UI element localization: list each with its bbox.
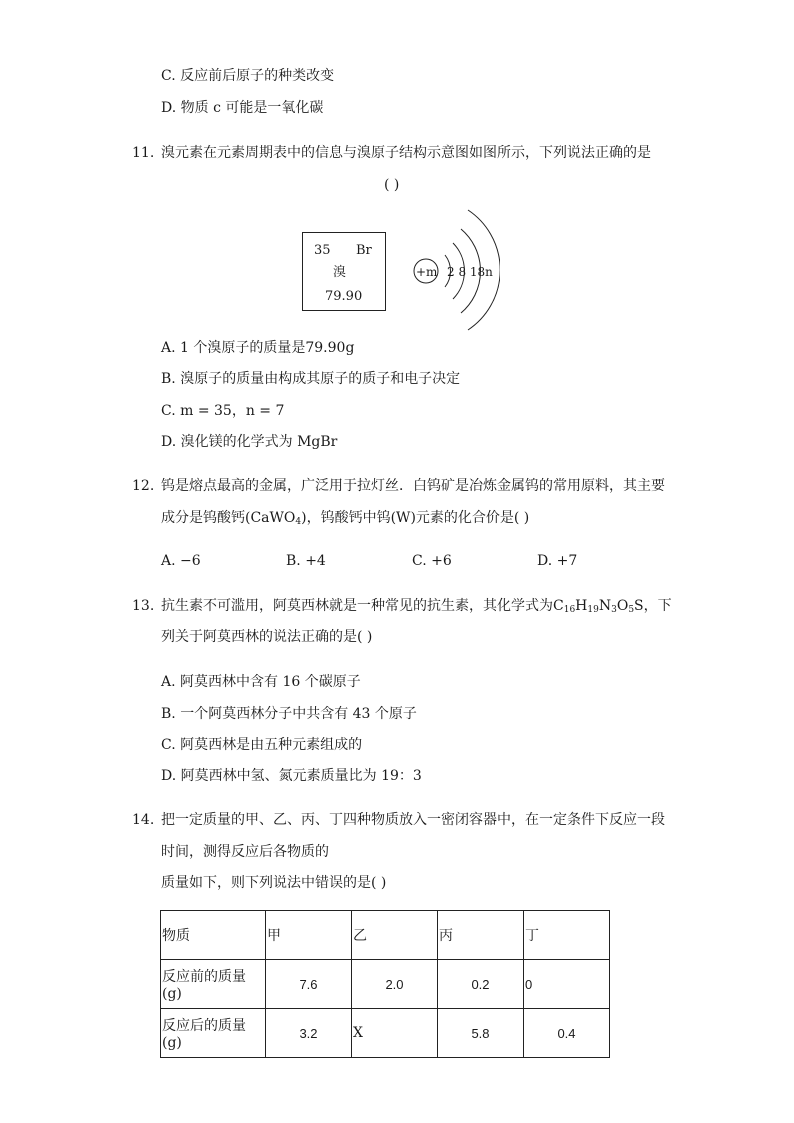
atomic-mass: 79.90 xyxy=(325,289,363,304)
formula-sub-c: 16 xyxy=(563,605,576,615)
q13-option-c: C. 阿莫西林是由五种元素组成的 xyxy=(161,737,363,753)
q13-option-a: A. 阿莫西林中含有 16 个碳原子 xyxy=(161,674,361,690)
q12-line2-start: 成分是钨酸钙(CaWO xyxy=(161,510,296,526)
q13-stem-line2: 列关于阿莫西林的说法正确的是( ) xyxy=(161,629,373,645)
atomic-number: 35 xyxy=(314,243,331,258)
periodic-table-cell xyxy=(302,232,386,311)
q13-option-b: B. 一个阿莫西林分子中共含有 43 个原子 xyxy=(161,706,417,722)
table-row xyxy=(161,911,610,960)
q14-number: 14. xyxy=(132,812,155,828)
table-cell: 反应后的质量(g) xyxy=(161,1009,266,1058)
q12-line2-end: )，钨酸钙中钨(W)元素的化合价是( ) xyxy=(301,510,530,526)
table-cell: 7.6 xyxy=(266,960,352,1009)
q12-option-b: B. +4 xyxy=(286,553,326,569)
q11-number: 11. xyxy=(132,145,155,161)
q13-line1-end: S，下 xyxy=(634,598,672,614)
q13-line1-start: 抗生素不可滥用，阿莫西林就是一种常见的抗生素，其化学式为C xyxy=(161,598,564,614)
q12-option-d: D. +7 xyxy=(537,553,578,569)
formula-sub-n: 3 xyxy=(611,605,617,615)
q11-answer-paren: ( ) xyxy=(384,177,400,193)
table-cell: 5.8 xyxy=(438,1009,524,1058)
q14-stem-line1: 把一定质量的甲、乙、丙、丁四种物质放入一密闭容器中，在一定条件下反应一段 xyxy=(161,812,665,828)
table-cell: 反应前的质量(g) xyxy=(161,960,266,1009)
q13-stem-line1 xyxy=(161,597,672,615)
mass-table xyxy=(160,910,610,1058)
q12-subscript: 4 xyxy=(295,517,302,527)
formula-sub-o: 5 xyxy=(628,605,635,615)
table-cell: 2.0 xyxy=(352,960,438,1009)
formula-sub-h: 19 xyxy=(587,605,599,615)
table-header-cell: 甲 xyxy=(266,911,352,960)
table-header-cell: 乙 xyxy=(352,911,438,960)
q11-option-c: C. m = 35，n = 7 xyxy=(161,403,285,419)
nucleus-charge: +m xyxy=(416,265,438,279)
formula-h: H xyxy=(575,598,588,614)
q11-option-a: A. 1 个溴原子的质量是79.90g xyxy=(161,340,355,356)
table-row xyxy=(161,960,610,1009)
q10-option-c: C. 反应前后原子的种类改变 xyxy=(161,68,335,84)
q12-stem-line1: 钨是熔点最高的金属，广泛用于拉灯丝．白钨矿是冶炼金属钨的常用原料，其主要 xyxy=(161,478,665,494)
shell-electrons: 2 8 18n xyxy=(447,265,493,279)
table-cell: 3.2 xyxy=(266,1009,352,1058)
table-cell: 0.4 xyxy=(524,1009,610,1058)
q13-option-d: D. 阿莫西林中氢、氮元素质量比为 19：3 xyxy=(161,768,422,784)
table-header-cell: 丁 xyxy=(524,911,610,960)
table-header-cell: 丙 xyxy=(438,911,524,960)
atom-structure-diagram xyxy=(405,205,500,335)
element-symbol: Br xyxy=(356,243,372,258)
q12-number: 12. xyxy=(132,478,155,494)
table-header-cell: 物质 xyxy=(161,911,266,960)
q11-stem: 溴元素在元素周期表中的信息与溴原子结构示意图如图所示，下列说法正确的是 xyxy=(161,145,651,161)
table-row xyxy=(161,1009,610,1058)
q12-option-c: C. +6 xyxy=(412,553,452,569)
q14-stem-line3: 质量如下，则下列说法中错误的是( ) xyxy=(161,875,387,891)
q14-stem-line2: 时间，测得反应后各物质的 xyxy=(161,844,329,860)
q12-stem-line2 xyxy=(161,509,529,527)
q10-option-d: D. 物质 c 可能是一氧化碳 xyxy=(161,100,324,116)
element-name: 溴 xyxy=(333,265,347,280)
table-cell: 0 xyxy=(524,960,610,1009)
formula-n: N xyxy=(598,598,612,614)
table-cell: X xyxy=(352,1009,438,1058)
q11-option-d: D. 溴化镁的化学式为 MgBr xyxy=(161,434,338,450)
q12-option-a: A. −6 xyxy=(161,553,201,569)
q13-number: 13. xyxy=(132,598,155,614)
q11-option-b: B. 溴原子的质量由构成其原子的质子和电子决定 xyxy=(161,371,461,387)
table-cell: 0.2 xyxy=(438,960,524,1009)
formula-o: O xyxy=(616,598,629,614)
